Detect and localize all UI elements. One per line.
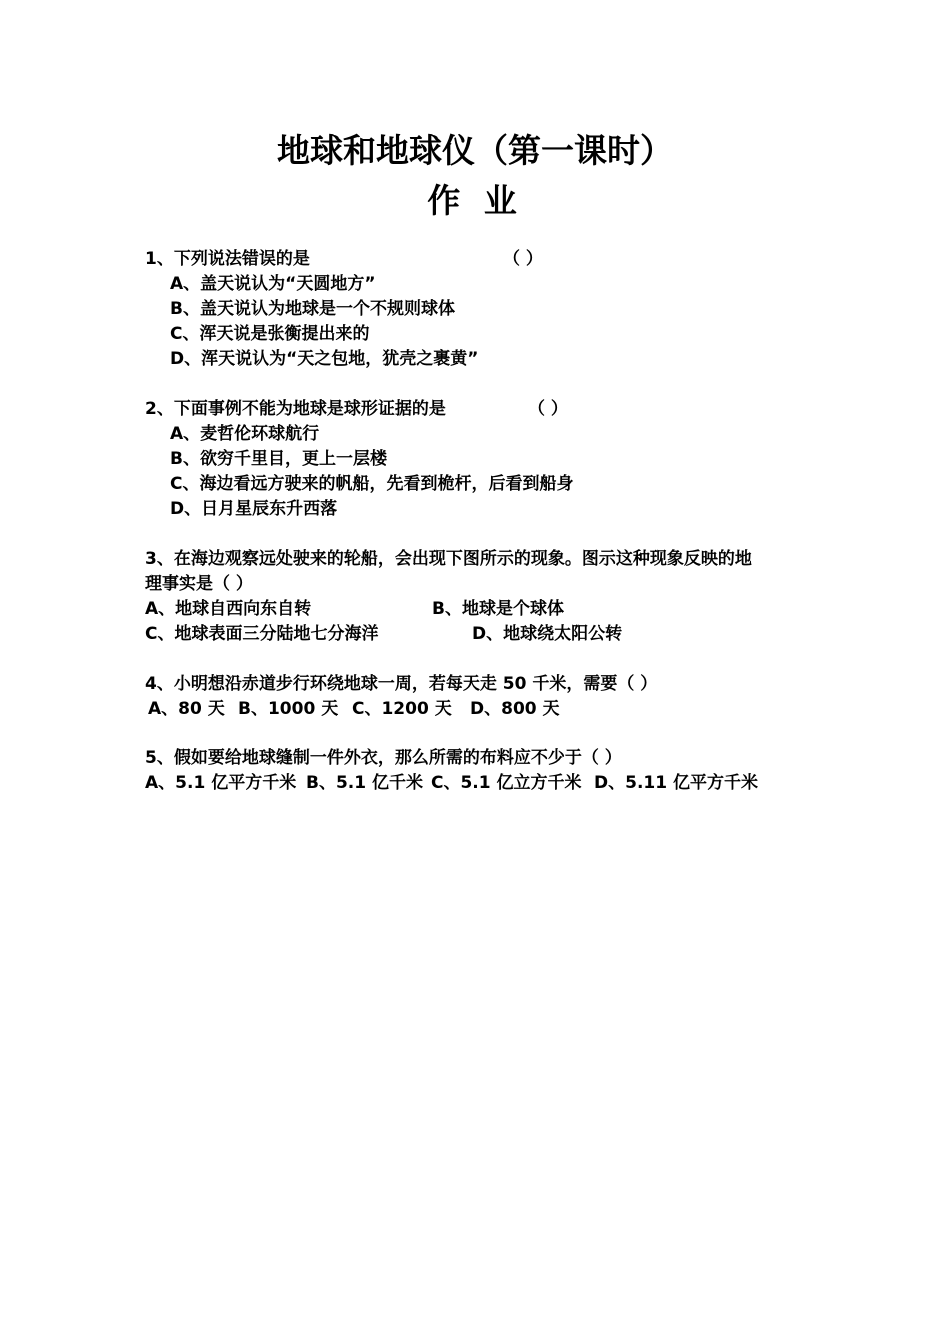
question-3-stem-line-1: 3、在海边观察远处驶来的轮船，会出现下图所示的现象。图示这种现象反映的地 <box>145 549 752 569</box>
question-1-option-d: D、浑天说认为“天之包地，犹壳之裹黄” <box>170 349 479 369</box>
question-3-option-d: D、地球绕太阳公转 <box>472 624 623 644</box>
question-3-stem-line-2: 理事实是（ ） <box>145 574 253 594</box>
question-3-option-a: A、地球自西向东自转 <box>145 599 312 619</box>
question-2-stem: 2、下面事例不能为地球是球形证据的是 <box>145 399 446 419</box>
question-5-option-c: C、5.1 亿立方千米 <box>431 773 582 793</box>
question-2-option-a: A、麦哲伦环球航行 <box>170 424 320 444</box>
question-2-option-b: B、欲穷千里目，更上一层楼 <box>170 449 387 469</box>
question-4-stem: 4、小明想沿赤道步行环绕地球一周，若每天走 50 千米，需要（ ） <box>145 674 658 694</box>
document-title: 地球和地球仪（第一课时） <box>277 131 673 170</box>
question-2-option-d: D、日月星辰东升西落 <box>170 499 338 519</box>
question-1-option-a: A、盖天说认为“天圆地方” <box>170 274 376 294</box>
question-1-option-b: B、盖天说认为地球是一个不规则球体 <box>170 299 455 319</box>
question-3-option-c: C、地球表面三分陆地七分海洋 <box>145 624 379 644</box>
question-3-option-b: B、地球是个球体 <box>432 599 564 619</box>
question-4-option-b: B、1000 天 <box>238 699 339 719</box>
question-1-answer-paren: （ ） <box>503 249 543 269</box>
question-5-stem: 5、假如要给地球缝制一件外衣，那么所需的布料应不少于（ ） <box>145 748 622 768</box>
question-5-option-a: A、5.1 亿平方千米 <box>145 773 297 793</box>
question-4-option-a: A、80 天 <box>148 699 225 719</box>
question-5-option-d: D、5.11 亿平方千米 <box>594 773 758 793</box>
question-4-option-d: D、800 天 <box>470 699 560 719</box>
question-4-option-c: C、1200 天 <box>352 699 452 719</box>
question-1-stem: 1、下列说法错误的是 <box>145 249 310 269</box>
question-5-option-b: B、5.1 亿千米 <box>306 773 423 793</box>
question-2-answer-paren: （ ） <box>528 399 568 419</box>
question-2-option-c: C、海边看远方驶来的帆船，先看到桅杆，后看到船身 <box>170 474 574 494</box>
document-subtitle: 作 业 <box>427 181 523 220</box>
question-1-option-c: C、浑天说是张衡提出来的 <box>170 324 370 344</box>
